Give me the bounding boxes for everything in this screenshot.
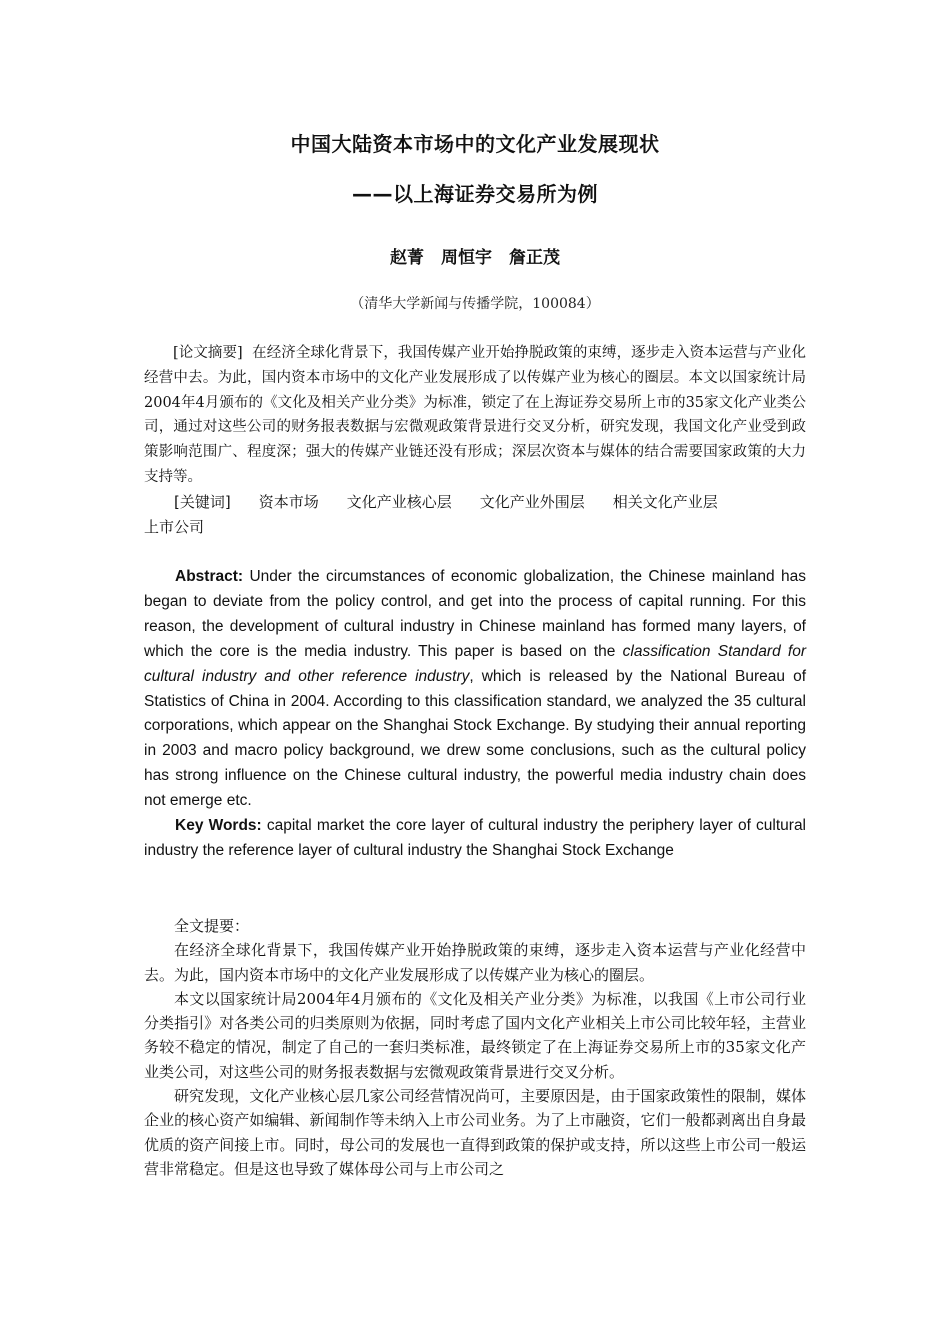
keyword-item: 文化产业核心层 bbox=[346, 493, 452, 511]
chinese-abstract bbox=[144, 341, 806, 490]
english-keywords-text: capital market the core layer of cultural industry the periphery layer of cultural industry the reference layer of cultural industry the Shanghai Stock Exchange bbox=[144, 817, 807, 859]
body-paragraph: 在经济全球化背景下，我国传媒产业开始挣脱政策的束缚，逐步走入资本运营与产业化经营中去。为此，国内资本市场中的文化产业发展形成了以传媒产业为核心的圈层。 bbox=[144, 941, 806, 984]
keyword-item: 相关文化产业层 bbox=[612, 493, 718, 511]
chinese-abstract-text: 在经济全球化背景下，我国传媒产业开始挣脱政策的束缚，逐步走入资本运营与产业化经营中去。为此，国内资本市场中的文化产业发展形成了以传媒产业为核心的圈层。本文以国家统计局2004年4月颁布的《文化及相关产业分类》为标准，锁定了在上海证券交易所上市的35家文化产业类公司，通过对这些公司的财务报表数据与宏微观政策背景进行交叉分析，研究发现，我国文化产业受到政策影响范围广、程度深；强大的传媒产业链还没有形成；深层次资本与媒体的结合需要国家政策的大力支持等。 bbox=[144, 345, 807, 485]
authors: 赵菁 周恒宇 詹正茂 bbox=[390, 248, 560, 268]
paper-subtitle: ——以上海证券交易所为例 bbox=[352, 182, 598, 206]
section-heading: 全文提要： bbox=[174, 917, 250, 935]
body-paragraph: 研究发现，文化产业核心层几家公司经营情况尚可，主要原因是，由于国家政策性的限制，媒体企业的核心资产如编辑、新闻制作等未纳入上市公司业务。为了上市融资，它们一般都剥离出自身最优质的资产间接上市。同时，母公司的发展也一直得到政策的保护或支持，所以这些上市公司一般运营非常稳定。但是这也导致了媒体母公司与上市公司之 bbox=[144, 1087, 806, 1178]
keyword-item: 上市公司 bbox=[144, 517, 205, 536]
english-abstract bbox=[144, 565, 806, 864]
english-abstract-label: Abstract: bbox=[175, 568, 244, 585]
english-keywords bbox=[144, 814, 806, 864]
english-keywords-label: Key Words: bbox=[175, 817, 262, 835]
chinese-keywords bbox=[144, 490, 806, 540]
keyword-item: 文化产业外围层 bbox=[479, 493, 585, 511]
full-text-summary bbox=[144, 914, 806, 1181]
chinese-abstract-label: [论文摘要] bbox=[173, 345, 243, 361]
english-abstract-text-1: Under the circumstances of economic globalization, the Chinese mainland has began to deviate from the policy control, and get into the process of capital running. For this reason, the development of cultural industry in Chinese mainland has formed many layers, of which the core is the media industry. This paper is based on the bbox=[144, 568, 806, 660]
keyword-item: 资本市场 bbox=[258, 493, 319, 511]
english-abstract-italic-title: classification Standard for cultural industry and other reference industry bbox=[144, 642, 807, 685]
paper-title: 中国大陆资本市场中的文化产业发展现状 bbox=[290, 132, 660, 156]
english-abstract-text-2: , which is released by the National Bureau of Statistics of China in 2004. According to this classification standard, we analyzed the 35 cultural corporations, which appear on the Shanghai Stock Exchange. By studying their annual reporting in 2003 and macro policy background, we drew some conclusions, such as the cultural policy has strong influence on the Chinese cultural industry, the powerful media industry chain does not emerge etc. bbox=[144, 667, 806, 810]
body-paragraph: 本文以国家统计局2004年4月颁布的《文化及相关产业分类》为标准，以我国《上市公司行业分类指引》对各类公司的归类原则为依据，同时考虑了国内文化产业相关上市公司比较年轻，主营业务较不稳定的情况，制定了自己的一套归类标准，最终锁定了在上海证券交易所上市的35家文化产业类公司，对这些公司的财务报表数据与宏微观政策背景进行交叉分析。 bbox=[144, 989, 806, 1081]
affiliation: （清华大学新闻与传播学院，100084） bbox=[350, 296, 600, 312]
chinese-keywords-label: [关键词] bbox=[174, 493, 231, 511]
